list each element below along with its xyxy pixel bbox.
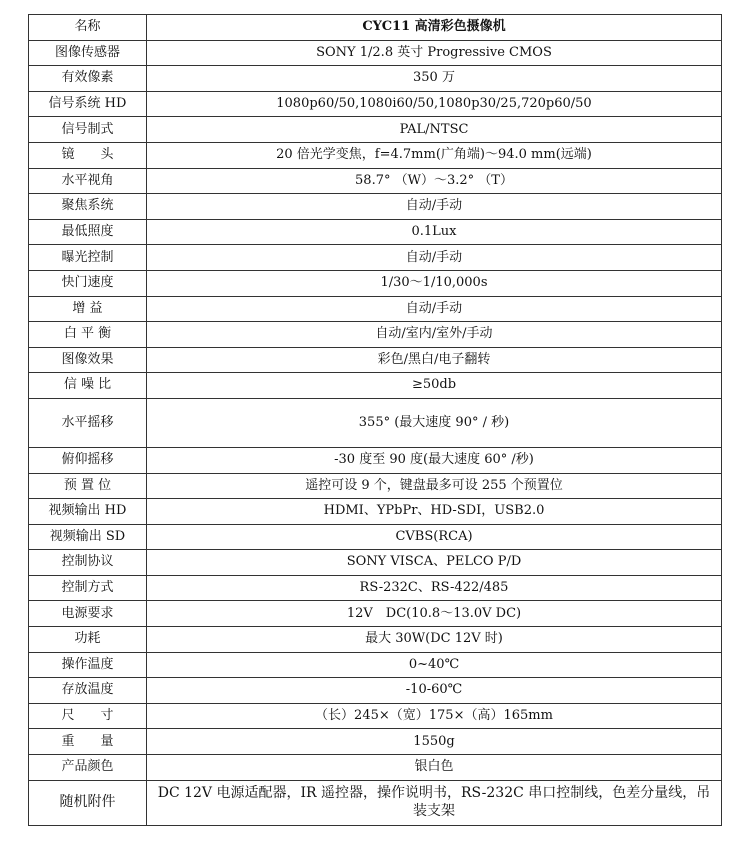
row-value: SONY 1/2.8 英寸 Progressive CMOS — [147, 40, 722, 66]
row-key: 功耗 — [29, 627, 147, 653]
row-value: SONY VISCA、PELCO P/D — [147, 550, 722, 576]
table-row — [29, 398, 722, 447]
table-row — [29, 575, 722, 601]
table-row — [29, 15, 722, 41]
table-row — [29, 524, 722, 550]
table-row — [29, 755, 722, 781]
table-row — [29, 219, 722, 245]
row-value: CVBS(RCA) — [147, 524, 722, 550]
table-row — [29, 601, 722, 627]
table-row — [29, 66, 722, 92]
row-key: 存放温度 — [29, 678, 147, 704]
row-value: 1550g — [147, 729, 722, 755]
row-key: 水平视角 — [29, 168, 147, 194]
row-value: 58.7° （W）～3.2° （T） — [147, 168, 722, 194]
table-row — [29, 322, 722, 348]
table-row — [29, 550, 722, 576]
row-key: 电源要求 — [29, 601, 147, 627]
table-row — [29, 627, 722, 653]
row-value: 1080p60/50,1080i60/50,1080p30/25,720p60/50 — [147, 91, 722, 117]
row-value: -10-60℃ — [147, 678, 722, 704]
row-key: 信 噪 比 — [29, 373, 147, 399]
row-key: 最低照度 — [29, 219, 147, 245]
table-row — [29, 245, 722, 271]
table-row — [29, 703, 722, 729]
row-value: 自动/手动 — [147, 296, 722, 322]
row-key: 视频输出 HD — [29, 499, 147, 525]
table-row — [29, 194, 722, 220]
table-row — [29, 347, 722, 373]
row-value: 自动/手动 — [147, 245, 722, 271]
row-key: 控制方式 — [29, 575, 147, 601]
row-value: （长）245×（宽）175×（高）165mm — [147, 703, 722, 729]
row-key: 图像效果 — [29, 347, 147, 373]
row-value: 自动/手动 — [147, 194, 722, 220]
row-value: 355° (最大速度 90° / 秒) — [147, 398, 722, 447]
row-key: 视频输出 SD — [29, 524, 147, 550]
row-value: 最大 30W(DC 12V 时) — [147, 627, 722, 653]
row-value: 1/30～1/10,000s — [147, 270, 722, 296]
table-row — [29, 168, 722, 194]
row-key: 产品颜色 — [29, 755, 147, 781]
table-row — [29, 91, 722, 117]
row-value: 银白色 — [147, 755, 722, 781]
table-row — [29, 142, 722, 168]
row-value: 0.1Lux — [147, 219, 722, 245]
spec-table — [28, 14, 722, 826]
row-value: CYC11 高清彩色摄像机 — [147, 15, 722, 41]
table-row — [29, 447, 722, 473]
row-key: 信号制式 — [29, 117, 147, 143]
table-row — [29, 270, 722, 296]
row-value: 自动/室内/室外/手动 — [147, 322, 722, 348]
table-row — [29, 373, 722, 399]
row-key: 操作温度 — [29, 652, 147, 678]
row-key: 有效像素 — [29, 66, 147, 92]
table-row — [29, 473, 722, 499]
row-value: 20 倍光学变焦，f=4.7mm(广角端)～94.0 mm(远端) — [147, 142, 722, 168]
row-key: 曝光控制 — [29, 245, 147, 271]
row-value: 350 万 — [147, 66, 722, 92]
row-key: 俯仰摇移 — [29, 447, 147, 473]
row-key: 控制协议 — [29, 550, 147, 576]
row-key: 预 置 位 — [29, 473, 147, 499]
row-key: 尺 寸 — [29, 703, 147, 729]
spec-table-body — [29, 15, 722, 826]
table-row — [29, 729, 722, 755]
row-key: 快门速度 — [29, 270, 147, 296]
row-key: 增 益 — [29, 296, 147, 322]
row-value: -30 度至 90 度(最大速度 60° /秒) — [147, 447, 722, 473]
row-key: 信号系统 HD — [29, 91, 147, 117]
row-value: RS-232C、RS-422/485 — [147, 575, 722, 601]
table-row — [29, 499, 722, 525]
row-value: HDMI、YPbPr、HD-SDI，USB2.0 — [147, 499, 722, 525]
table-row — [29, 652, 722, 678]
row-key: 水平摇移 — [29, 398, 147, 447]
row-value: 0~40℃ — [147, 652, 722, 678]
table-row — [29, 296, 722, 322]
row-key: 重 量 — [29, 729, 147, 755]
table-row — [29, 678, 722, 704]
row-value: DC 12V 电源适配器，IR 遥控器，操作说明书，RS-232C 串口控制线，色差分量线，吊装支架 — [147, 780, 722, 825]
table-row — [29, 780, 722, 825]
row-key: 图像传感器 — [29, 40, 147, 66]
row-value: PAL/NTSC — [147, 117, 722, 143]
row-value: 遥控可设 9 个，键盘最多可设 255 个预置位 — [147, 473, 722, 499]
row-value: 12V DC(10.8～13.0V DC) — [147, 601, 722, 627]
table-row — [29, 117, 722, 143]
row-key: 名称 — [29, 15, 147, 41]
row-key: 随机附件 — [29, 780, 147, 825]
row-key: 白 平 衡 — [29, 322, 147, 348]
row-value: ≥50db — [147, 373, 722, 399]
row-value: 彩色/黑白/电子翻转 — [147, 347, 722, 373]
row-key: 聚焦系统 — [29, 194, 147, 220]
row-key: 镜 头 — [29, 142, 147, 168]
table-row — [29, 40, 722, 66]
